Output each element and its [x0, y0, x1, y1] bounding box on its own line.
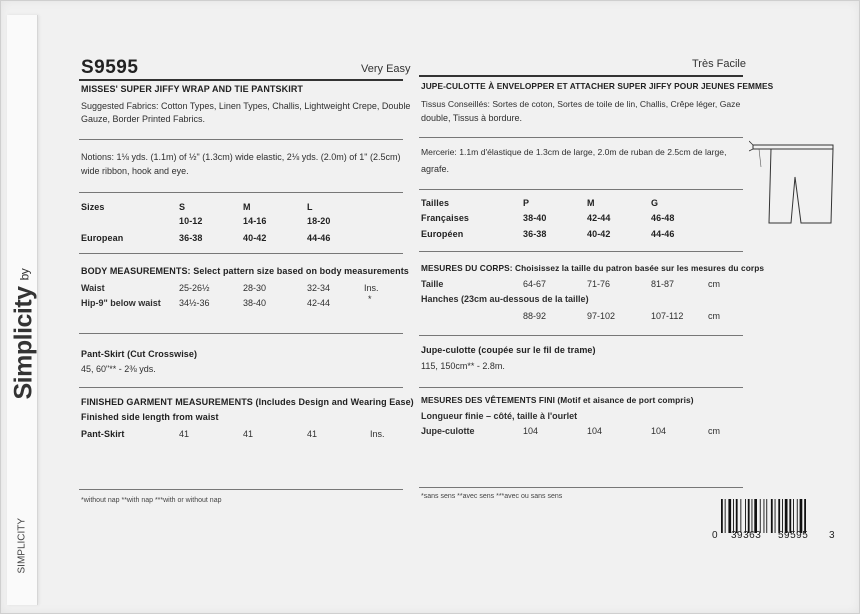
- difficulty-fr: Très Facile: [692, 58, 746, 70]
- european-size: 44-46: [307, 233, 331, 243]
- finished-title-en: FINISHED GARMENT MEASUREMENTS (Includes Design and Wearing Ease): [81, 397, 414, 407]
- hip-value: 38-40: [243, 298, 267, 308]
- hip-value: 97-102: [587, 311, 616, 321]
- europeen-size: 44-46: [651, 229, 675, 239]
- fabrics-fr-line1: Tissus Conseillés: Sortes de coton, Sortes de toile de lin, Challis, Crêpe léger, Gaze: [421, 99, 741, 109]
- fabrics-fr-line2: double, Tissus à bordure.: [421, 113, 523, 123]
- title-en: MISSES' SUPER JIFFY WRAP AND TIE PANTSKIRT: [81, 84, 304, 94]
- hip-value: 107-112: [651, 311, 684, 321]
- finished-value: 104: [523, 426, 539, 436]
- size-letter: M: [243, 202, 251, 212]
- finished-item-en: Pant-Skirt: [81, 429, 125, 439]
- notions-en-line2: wide ribbon, hook and eye.: [81, 166, 189, 176]
- waist-value: 81-87: [651, 279, 675, 289]
- sizes-label-en: Sizes: [81, 202, 105, 212]
- body-title-fr: MESURES DU CORPS: Choisissez la taille du patron basée sur les mesures du corps: [421, 263, 765, 273]
- difficulty-en: Very Easy: [361, 63, 411, 75]
- size-range: 10-12: [179, 216, 203, 226]
- barcode-check: 3: [829, 530, 836, 541]
- finished-value: 41: [243, 429, 254, 439]
- finished-value: 41: [179, 429, 190, 439]
- unit-ins: Ins.: [364, 283, 379, 293]
- barcode-left: 39363: [731, 530, 762, 541]
- barcode-right: 59595: [778, 530, 809, 541]
- size-letter: S: [179, 202, 186, 212]
- finished-unit-fr: cm: [708, 426, 720, 436]
- european-size: 40-42: [243, 233, 267, 243]
- pantskirt-line-drawing: [749, 137, 839, 229]
- europeen-size: 36-38: [523, 229, 547, 239]
- divider: [79, 387, 403, 388]
- hip-value: 34½-36: [179, 298, 210, 308]
- european-label: European: [81, 233, 124, 243]
- notions-fr-line2: agrafe.: [421, 164, 450, 174]
- barcode: [721, 499, 825, 533]
- divider: [79, 79, 403, 81]
- hip-value: 88-92: [523, 311, 547, 321]
- finished-title-fr: MESURES DES VÊTEMENTS FINI (Motif et aisance de port compris): [421, 395, 694, 405]
- fabrics-en-line2: Gauze, Border Printed Fabrics.: [81, 114, 206, 124]
- waist-value: 64-67: [523, 279, 547, 289]
- hip-mark: *: [368, 294, 372, 304]
- finished-unit-en: Ins.: [370, 429, 385, 439]
- divider: [79, 489, 403, 490]
- waist-value: 25-26½: [179, 283, 210, 293]
- notions-en-line1: Notions: 1⅛ yds. (1.1m) of ½" (1.3cm) wide elastic, 2⅛ yds. (2.0m) of 1" (2.5cm): [81, 152, 401, 162]
- divider: [79, 333, 403, 334]
- europeen-label: Européen: [421, 229, 464, 239]
- divider: [419, 137, 743, 138]
- francaises-label: Françaises: [421, 213, 470, 223]
- barcode-lead: 0: [712, 530, 719, 541]
- waist-label-fr: Taille: [421, 279, 444, 289]
- line-name: SIMPLICITY: [16, 517, 28, 574]
- waist-value: 71-76: [587, 279, 611, 289]
- fabrics-en-line1: Suggested Fabrics: Cotton Types, Linen Types, Challis, Lightweight Crepe, Double: [81, 101, 411, 111]
- finished-value: 104: [587, 426, 603, 436]
- francaises-size: 42-44: [587, 213, 611, 223]
- size-letter: L: [307, 202, 313, 212]
- notions-fr-line1: Mercerie: 1.1m d'élastique de 1.3cm de large, 2.0m de ruban de 2.5cm de large,: [421, 147, 727, 157]
- size-letter: M: [587, 198, 595, 208]
- divider: [79, 192, 403, 193]
- francaises-size: 38-40: [523, 213, 547, 223]
- pattern-number: S9595: [81, 57, 139, 78]
- body-title-en: BODY MEASUREMENTS: Select pattern size based on body measurements: [81, 266, 409, 276]
- size-range: 14-16: [243, 216, 267, 226]
- francaises-size: 46-48: [651, 213, 675, 223]
- envelope-spine: [7, 15, 38, 605]
- jupe-title: Jupe-culotte (coupée sur le fil de trame): [421, 345, 596, 355]
- finished-sub-fr: Longueur finie – côté, taille à l'ourlet: [421, 411, 578, 421]
- finished-value: 41: [307, 429, 318, 439]
- divider: [419, 251, 743, 252]
- divider: [419, 75, 743, 77]
- finished-item-fr: Jupe-culotte: [421, 426, 475, 436]
- jupe-yardage: 115, 150cm** - 2.8m.: [421, 361, 505, 371]
- europeen-size: 40-42: [587, 229, 611, 239]
- hip-label-fr: Hanches (23cm au-dessous de la taille): [421, 294, 589, 304]
- divider: [79, 253, 403, 254]
- divider: [419, 335, 743, 336]
- finished-value: 104: [651, 426, 667, 436]
- hip-label-en: Hip-9" below waist: [81, 298, 161, 308]
- waist-value: 32-34: [307, 283, 331, 293]
- waist-value: 28-30: [243, 283, 267, 293]
- title-fr: JUPE-CULOTTE À ENVELOPPER ET ATTACHER SUPER JIFFY POUR JEUNES FEMMES: [421, 81, 774, 91]
- unit-cm: cm: [708, 311, 720, 321]
- brand-logo: Simplicityby: [9, 268, 38, 400]
- size-letter: P: [523, 198, 530, 208]
- divider: [419, 189, 743, 190]
- size-letter: G: [651, 198, 659, 208]
- footnote-en: *without nap **with nap ***with or without nap: [81, 497, 222, 504]
- european-size: 36-38: [179, 233, 203, 243]
- divider: [419, 487, 743, 488]
- pantskirt-yardage: 45, 60"** - 2⅜ yds.: [81, 364, 156, 374]
- unit-cm: cm: [708, 279, 720, 289]
- divider: [419, 387, 743, 388]
- footnote-fr: *sans sens **avec sens ***avec ou sans sens: [421, 493, 563, 500]
- pantskirt-title: Pant-Skirt (Cut Crosswise): [81, 349, 198, 359]
- divider: [79, 139, 403, 140]
- sizes-label-fr: Tailles: [421, 198, 450, 208]
- hip-value: 42-44: [307, 298, 331, 308]
- size-range: 18-20: [307, 216, 331, 226]
- finished-sub-en: Finished side length from waist: [81, 412, 219, 422]
- waist-label-en: Waist: [81, 283, 105, 293]
